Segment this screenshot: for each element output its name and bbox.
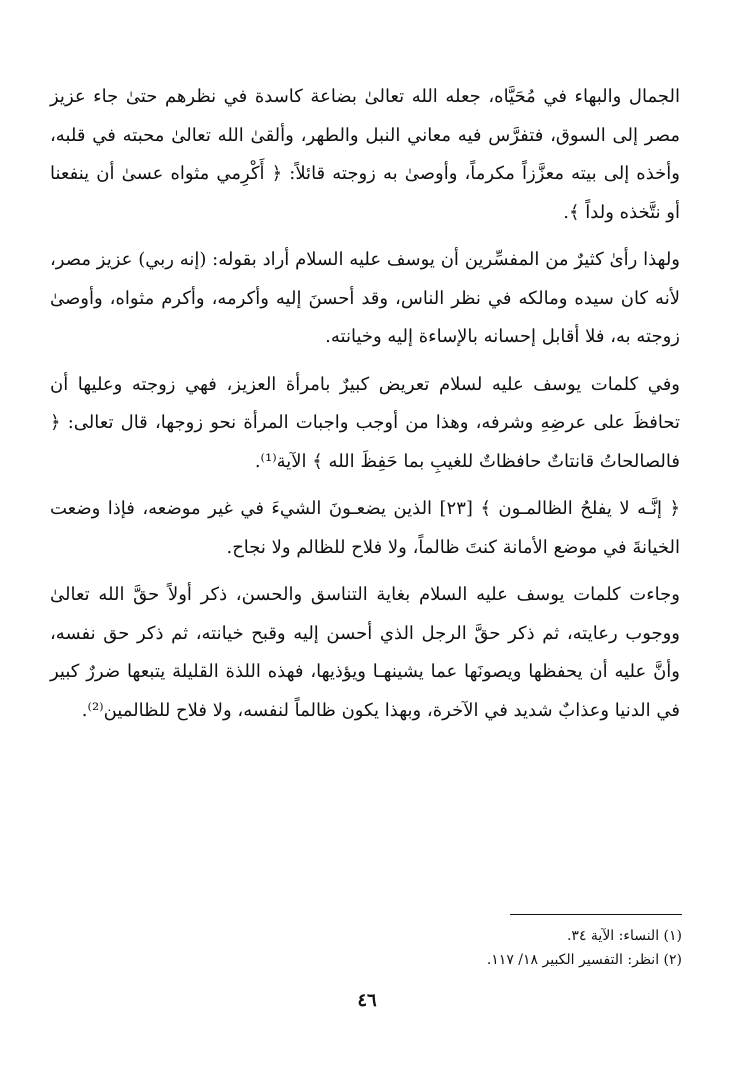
paragraph-2: ولهذا رأىٰ كثيرٌ من المفسِّرين أن يوسف عليه السلام أراد بقوله: (إنه ربي) عزيز مصر، لأنه كان سيده ومالكه في نظر الناس، وقد أحسنَ إليه وأكرمه، وأكرم مثواه، وأوصىٰ زوجته به، فلا أقابل إحسانه بالإساءة إليه وخيانته. xyxy=(50,249,680,347)
main-text xyxy=(50,78,680,730)
page-number: ٤٦ xyxy=(357,990,377,1011)
footnote-2: (٢) انظر: التفسير الكبير ١٨/ ١١٧. xyxy=(486,952,682,968)
paragraph-5: وجاءت كلمات يوسف عليه السلام بغاية التناسق والحسن، ذكر أولاً حقَّ الله تعالىٰ ووجوب رعايته، ثم ذكر حقَّ الرجل الذي أحسن إليه وقبح خيانته، ثم ذكر حق نفسه، وأنَّ عليه أن يحفظها ويصونَها عما يشينهـا ويؤذيها، فهذه اللذة القليلة يتبعها ضررٌ كبير في الدنيا وعذابٌ شديد في الآخرة، وبهذا يكون ظالماً لنفسه، ولا فلاح للظالمين⁽²⁾. xyxy=(50,584,681,721)
footnote-1: (١) النساء: الآية ٣٤. xyxy=(566,928,682,944)
paragraph-1: الجمال والبهاء في مُحَيَّاه، جعله الله تعالىٰ بضاعة كاسدة في نظرهم حتىٰ جاء عزيز مصر إلى السوق، فتفرَّس فيه معاني النبل والطهر، وألقىٰ الله تعالىٰ محبته في قلبه، وأخذه إلى بيته معزَّزاً مكرماً، وأوصىٰ به زوجته قائلاً: ﴿ أَكْرِمي مثواه عسىٰ أن ينفعنا أو نتَّخذه ولداً ﴾. xyxy=(50,86,680,223)
paragraph-4: ﴿ إنَّـه لا يفلحُ الظالمـون ﴾ [٢٣] الذين يضعـونَ الشيءَ في غير موضعه، فإذا وضعت الخيانةَ في موضع الأمانة كنتَ ظالماً، ولا فلاح للظالم ولا نجاح. xyxy=(50,498,680,558)
footnotes xyxy=(52,924,682,972)
paragraph-3: وفي كلمات يوسف عليه لسلام تعريض كبيرٌ بامرأة العزيز، فهي زوجته وعليها أن تحافظَ على عرضِهِ وشرفه، وهذا من أوجب واجبات المرأة نحو زوجها، قال تعالى: ﴿ فالصالحاتُ قانتاتٌ حافظاتٌ للغيبِ بما حَفِظَ الله ﴾ الآية⁽¹⁾. xyxy=(50,373,680,472)
footnote-separator xyxy=(510,914,682,915)
